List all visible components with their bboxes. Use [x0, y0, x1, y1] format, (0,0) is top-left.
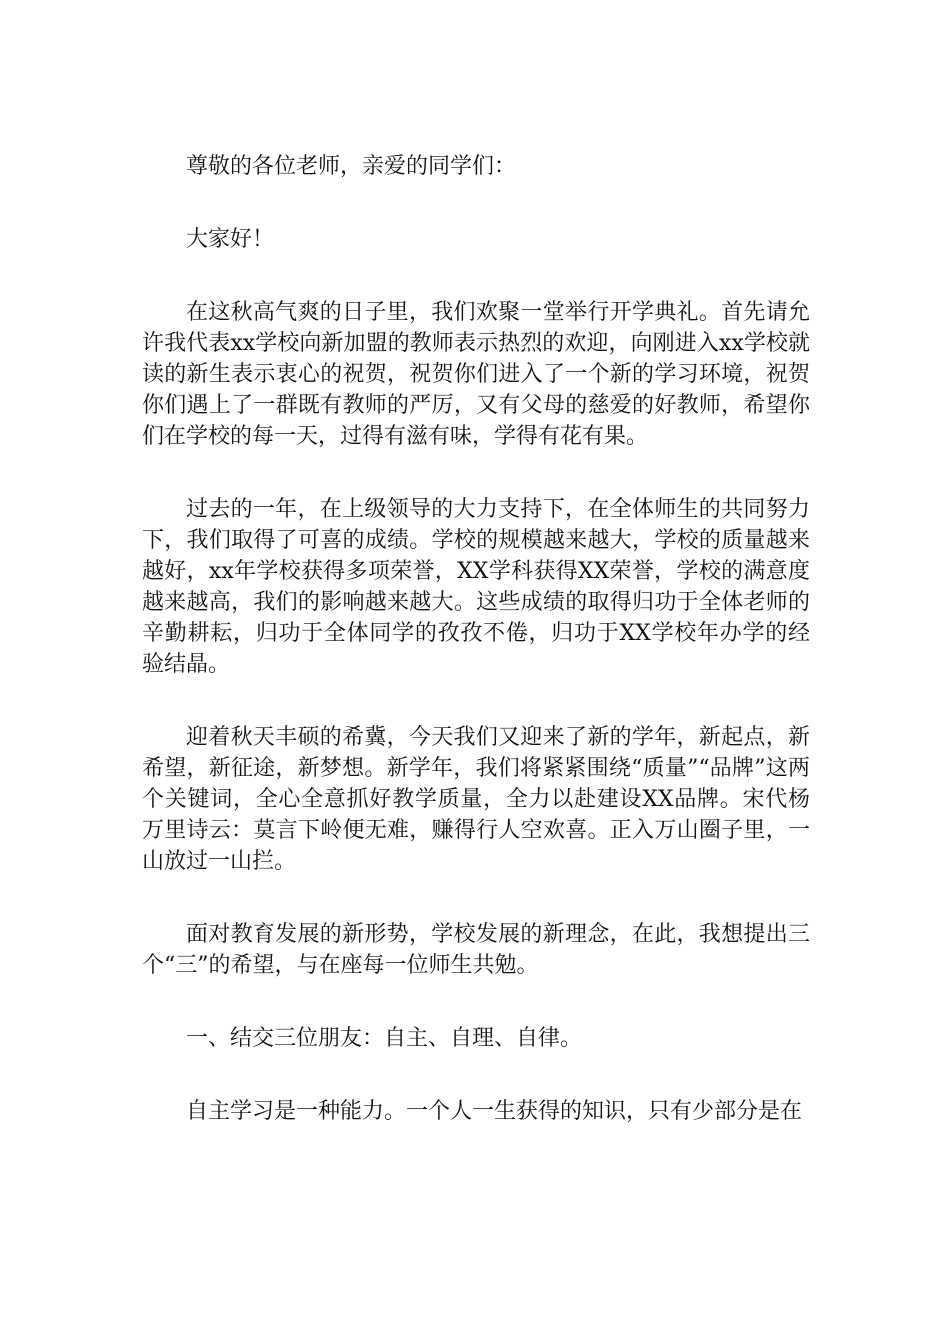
section-heading-one: 一、结交三位朋友：自主、自理、自律。	[186, 1026, 583, 1051]
greeting-paragraph: 尊敬的各位老师，亲爱的同学们：	[186, 154, 517, 179]
hello-paragraph: 大家好！	[186, 227, 275, 252]
document-body	[142, 151, 810, 1169]
achievements-paragraph: 过去的一年，在上级领导的大力支持下，在全体师生的共同努力下，我们取得了可喜的成绩。学校的规模越来越大，学校的质量越来越好，xx年学校获得多项荣誉，XX学科获得XX荣誉，学校的满意度越来越高，我们的影响越来越大。这些成绩的取得归功于全体老师的辛勤耕耘，归功于全体同学的孜孜不倦，归功于XX学校年办学的经验结晶。	[142, 497, 810, 677]
hopes-paragraph: 面对教育发展的新形势，学校发展的新理念，在此，我想提出三个“三”的希望，与在座每一位师生共勉。	[142, 922, 810, 978]
welcome-paragraph: 在这秋高气爽的日子里，我们欢聚一堂举行开学典礼。首先请允许我代表xx学校向新加盟的教师表示热烈的欢迎，向刚进入xx学校就读的新生表示衷心的祝贺，祝贺你们进入了一个新的学习环境，祝贺你们遇上了一群既有教师的严厉，又有父母的慈爱的好教师，希望你们在学校的每一天，过得有滋有味，学得有花有果。	[142, 300, 810, 449]
new-semester-paragraph: 迎着秋天丰硕的希冀，今天我们又迎来了新的学年，新起点，新希望，新征途，新梦想。新学年，我们将紧紧围绕“质量”“品牌”这两个关键词，全心全意抓好教学质量，全力以赴建设XX品牌。宋代杨万里诗云：莫言下岭便无难，赚得行人空欢喜。正入万山圈子里，一山放过一山拦。	[142, 725, 810, 874]
self-study-paragraph: 自主学习是一种能力。一个人一生获得的知识，只有少部分是在	[186, 1099, 803, 1124]
